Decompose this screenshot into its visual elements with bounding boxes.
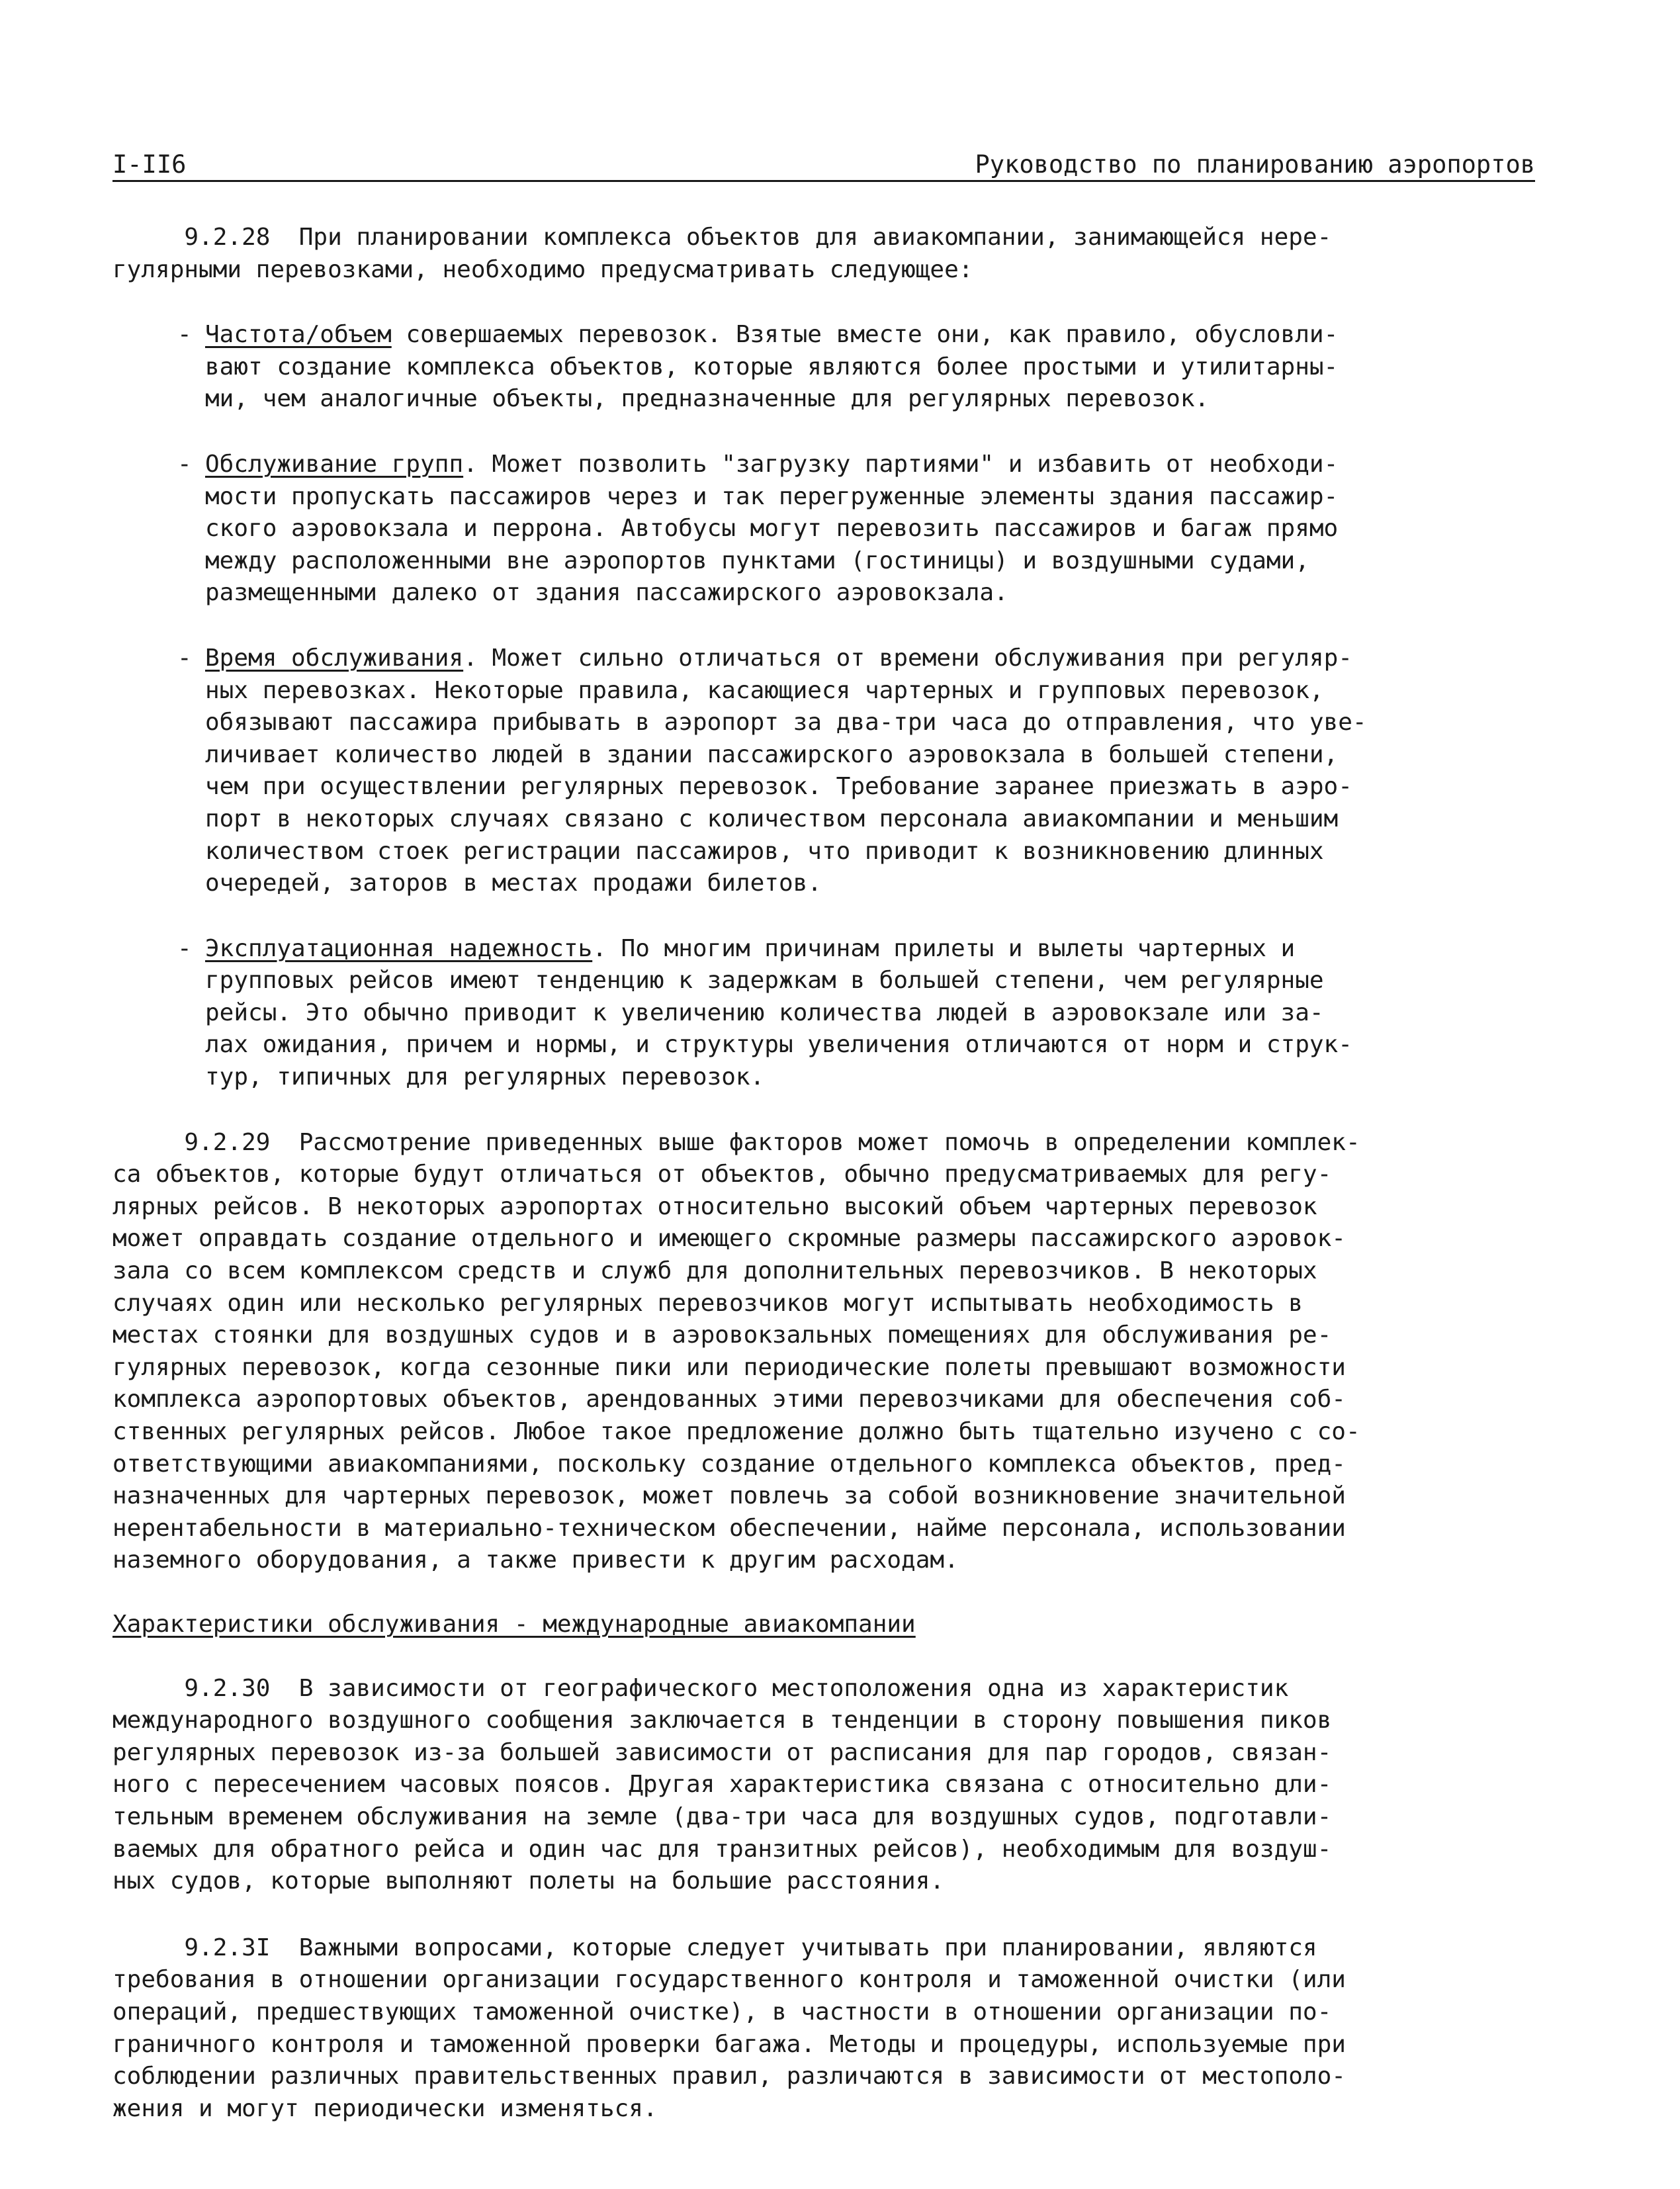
document-page [112, 146, 1535, 2125]
list-item-text: групповых рейсов имеют тенденцию к задержкам в большей степени, чем регулярные рейсы. Это обычно приводит к увеличению количества людей в аэровокзале или за- лах ожидания, причем и нормы, и структуры увеличения отличаются от норм и струк- тур, типичных для регулярных перевозок. [205, 967, 1352, 1091]
document-title: Руководство по планированию аэропортов [975, 150, 1535, 179]
list-item-first-line: . Может позволить "загрузку партиями" и избавить от необходи- [463, 450, 1339, 478]
list-item-first-line: . Может сильно отличаться от времени обслуживания при регуляр- [463, 644, 1352, 672]
list-item-group-service [177, 449, 1535, 609]
list-item-service-time [177, 643, 1535, 900]
list-dash: - [177, 450, 192, 478]
list-dash: - [177, 321, 192, 349]
list-item-first-line: совершаемых перевозок. Взятые вместе они, как правило, обусловли- [391, 321, 1339, 349]
page-number: I-II6 [112, 150, 187, 179]
paragraph-9-2-29: 9.2.29 Рассмотрение приведенных выше факторов может помочь в определении комплек- са объектов, которые будут отличаться от объектов, обычно предусматриваемых для регу- лярных рейсов. В некоторых аэропортах относительно высокий объем чартерных перевозок может оправдать создание отдельного и имеющего скромные размеры пассажирского аэровок- зала со всем комплексом средств и служб для дополнительных перевозчиков. В некоторых случаях один или несколько регулярных перевозчиков могут испытывать необходимость в местах стоянки для воздушных судов и в аэровокзальных помещениях для обслуживания ре- гулярных перевозок, когда сезонные пики или периодические полеты превышают возможности комплекса аэропортовых объектов, арендованных этими перевозчиками для обеспечения соб- ственных регулярных рейсов. Любое такое предложение должно быть тщательно изучено с со- ответствующими авиакомпаниями, поскольку создание отдельного комплекса объектов, пред- назначенных для чартерных перевозок, может повлечь за собой возникновение значительной нерентабельности в материально-техническом обеспечении, найме персонала, использовании наземного оборудования, а также привести к другим расходам. [112, 1128, 1360, 1574]
list-item-text: вают создание комплекса объектов, которые являются более простыми и утилитарны- ми, чем аналогичные объекты, предназначенные для регулярных перевозок. [205, 353, 1339, 413]
list-item-reliability [177, 933, 1535, 1094]
list-item-term: Время обслуживания [205, 644, 464, 672]
paragraph-9-2-31: 9.2.3I Важными вопросами, которые следует учитывать при планировании, являются требования в отношении организации государственного контроля и таможенной очистки (или операций, предшествующих таможенной очистке), в частности в отношении организации по- граничного контроля и таможенной проверки багажа. Методы и процедуры, используемые при соблюдении различных правительственных правил, различаются в зависимости от местополо- жения и могут периодически изменяться. [112, 1934, 1346, 2122]
list-item-term: Эксплуатационная надежность [205, 934, 593, 962]
paragraph-9-2-28: 9.2.28 При планировании комплекса объектов для авиакомпании, занимающейся нере- гулярными перевозками, необходимо предусматривать следующее: [112, 224, 1332, 283]
list-item-term: Обслуживание групп [205, 450, 464, 478]
list-item-text: мости пропускать пассажиров через и так перегруженные элементы здания пассажир- ского аэровокзала и перрона. Автобусы могут перевозить пассажиров и багаж прямо между расположенными вне аэропортов пунктами (гостиницы) и воздушными судами, размещенными далеко от здания пассажирского аэровокзала. [205, 482, 1339, 607]
list-dash: - [177, 934, 192, 962]
page-header [112, 146, 1535, 182]
list-dash: - [177, 644, 192, 672]
list-item-text: ных перевозках. Некоторые правила, касающиеся чартерных и групповых перевозок, обязывают пассажира прибывать в аэропорт за два-три часа до отправления, что уве- личивает количество людей в здании пассажирского аэровокзала в большей степени, чем при осуществлении регулярных перевозок. Требование заранее приезжать в аэро- порт в некоторых случаях связано с количеством персонала авиакомпании и меньшим количеством стоек регистрации пассажиров, что приводит к возникновению длинных очередей, заторов в местах продажи билетов. [205, 676, 1367, 897]
section-heading: Характеристики обслуживания - международные авиакомпании [112, 1610, 916, 1638]
list-item-term: Частота/объем [205, 321, 392, 349]
paragraph-9-2-30: 9.2.30 В зависимости от географического местоположения одна из характеристик международного воздушного сообщения заключается в тенденции в сторону повышения пиков регулярных перевозок из-за большей зависимости от расписания для пар городов, связан- ного с пересечением часовых поясов. Другая характеристика связана с относительно дли- тельным временем обслуживания на земле (два-три часа для воздушных судов, подготавли- ваемых для обратного рейса и один час для транзитных рейсов), необходимым для воздуш- ных судов, которые выполняют полеты на большие расстояния. [112, 1674, 1332, 1895]
list-item-first-line: . По многим причинам прилеты и вылеты чартерных и [592, 934, 1296, 962]
list-item-frequency [177, 319, 1535, 416]
